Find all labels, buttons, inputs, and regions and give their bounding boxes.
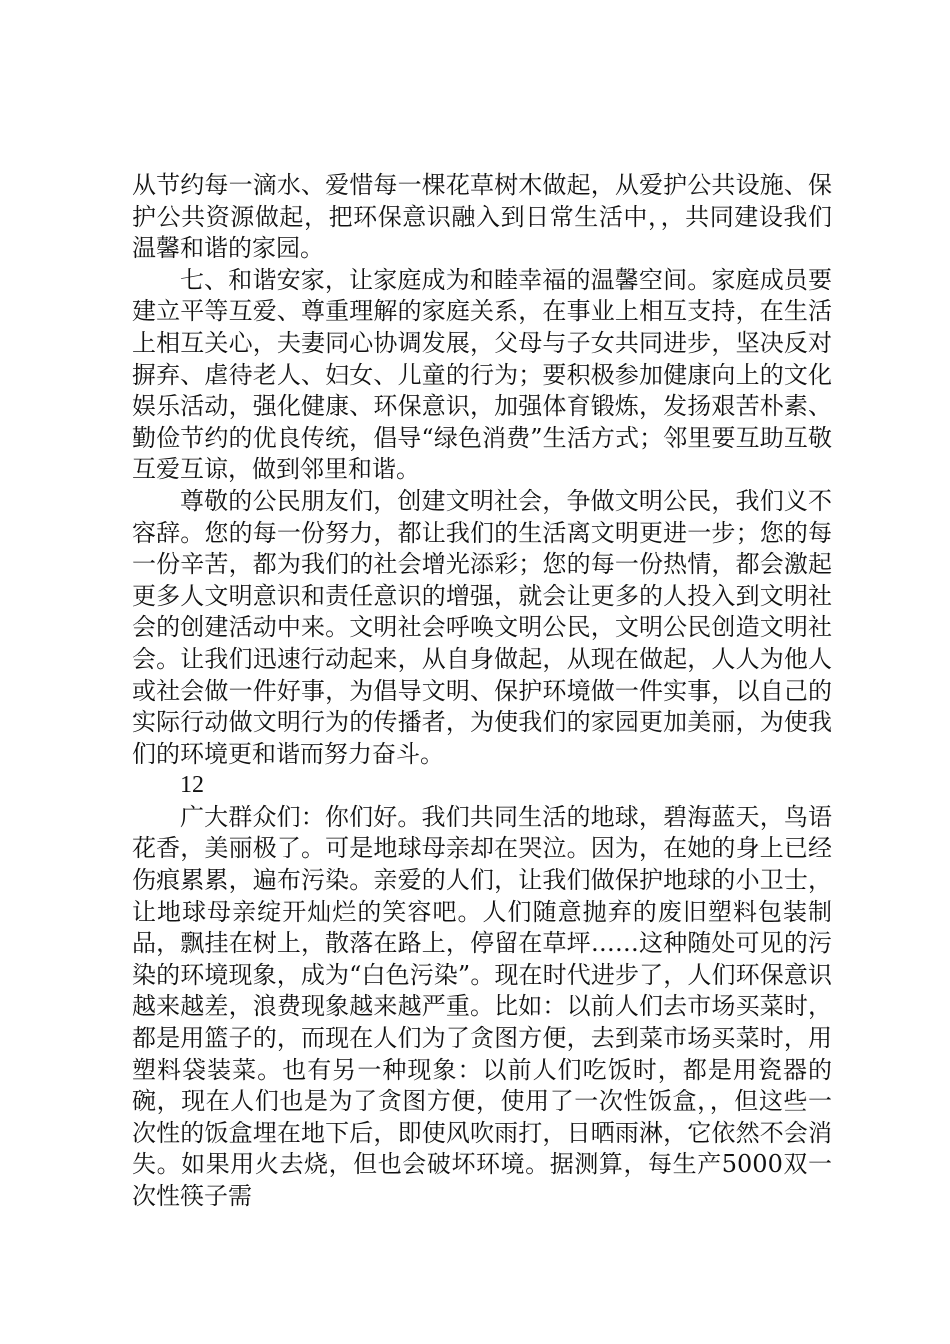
paragraph-civilized-citizens: 尊敬的公民朋友们，创建文明社会，争做文明公民，我们义不容辞。您的每一份努力，都让我们的生活离文明更进一步；您的每一份辛苦，都为我们的社会增光添彩；您的每一份热情，都会激起更多人文明意识和责任意识的增强，就会让更多的人投入到文明社会的创建活动中来。文明社会呼唤文明公民，文明公民创造文明社会。让我们迅速行动起来，从自身做起，从现在做起，人人为他人或社会做一件好事，为倡导文明、保护环境做一件实事，以自己的实际行动做文明行为的传播者，为使我们的家园更加美丽，为使我们的环境更和谐而努力奋斗。 <box>132 486 832 768</box>
paragraph-harmonious-family: 七、和谐安家，让家庭成为和睦幸福的温馨空间。家庭成员要建立平等互爱、尊重理解的家庭关系，在事业上相互支持，在生活上相互关心，夫妻同心协调发展，父母与子女共同进步，坚决反对摒弃、虐待老人、妇女、儿童的行为；要积极参加健康向上的文化娱乐活动，强化健康、环保意识，加强体育锻炼，发扬艰苦朴素、勤俭节约的优良传统，倡导“绿色消费”生活方式；邻里要互助互敬互爱互谅，做到邻里和谐。 <box>132 265 832 484</box>
paragraph-white-pollution: 广大群众们：你们好。我们共同生活的地球，碧海蓝天，鸟语花香，美丽极了。可是地球母亲却在哭泣。因为，在她的身上已经伤痕累累，遍布污染。亲爱的人们，让我们做保护地球的小卫士，让地球母亲绽开灿烂的笑容吧。人们随意抛弃的废旧塑料包装制品，飘挂在树上，散落在路上，停留在草坪……这种随处可见的污染的环境现象，成为“白色污染”。现在时代进步了，人们环保意识越来越差，浪费现象越来越严重。比如：以前人们去市场买菜时，都是用篮子的，而现在人们为了贪图方便，去到菜市场买菜时，用塑料袋装菜。也有另一种现象：以前人们吃饭时，都是用瓷器的碗，现在人们也是为了贪图方便，使用了一次性饭盒，，但这些一次性的饭盒埋在地下后，即使风吹雨打，日晒雨淋，它依然不会消失。如果用火去烧，但也会破坏环境。据测算，每生产5000双一次性筷子需 <box>132 802 832 1210</box>
document-body <box>132 170 832 1213</box>
section-number: 12 <box>180 772 204 799</box>
paragraph-environment-protection: 从节约每一滴水、爱惜每一棵花草树木做起，从爱护公共设施、保护公共资源做起，把环保意识融入到日常生活中，，共同建设我们温馨和谐的家园。 <box>132 171 832 263</box>
